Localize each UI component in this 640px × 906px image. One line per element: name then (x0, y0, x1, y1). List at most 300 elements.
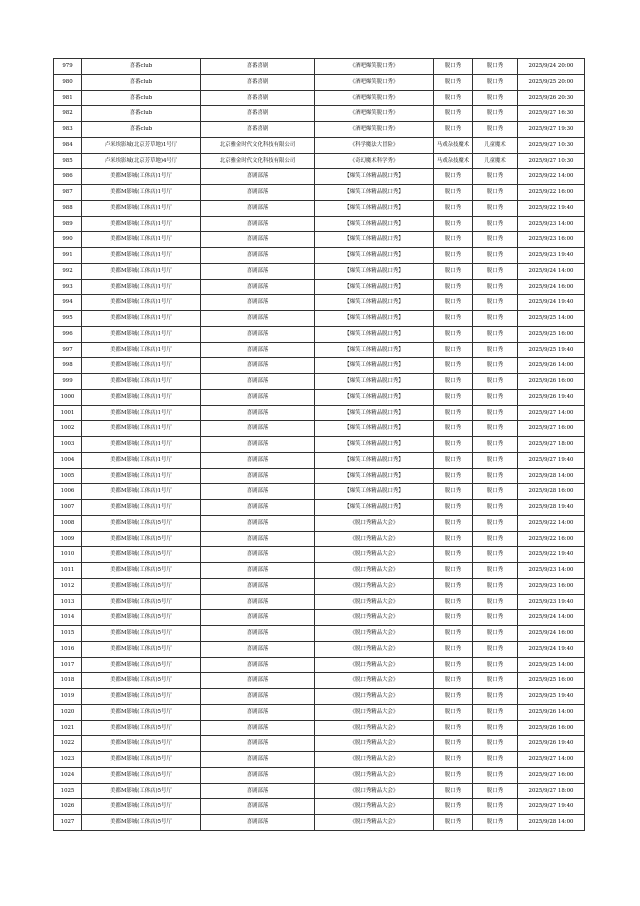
table-row (54, 626, 585, 642)
show-title-cell: 《脱口秀精品大会》 (315, 578, 434, 594)
table-row (54, 547, 585, 563)
show-title-cell: 《脱口秀精品大会》 (315, 547, 434, 563)
organizer-cell: 喜剧部落 (201, 437, 315, 453)
organizer-cell: 喜剧部落 (201, 673, 315, 689)
row-number-cell: 1000 (54, 389, 82, 405)
datetime-cell: 2025/9/28 14:00 (518, 815, 585, 831)
show-title-cell: 【爆笑工体精品脱口秀】 (315, 311, 434, 327)
organizer-cell: 喜剧部落 (201, 815, 315, 831)
table-row (54, 248, 585, 264)
venue-cell: 美都M影城(工体店)5号厅 (82, 563, 201, 579)
category-cell: 脱口秀 (434, 421, 473, 437)
table-row (54, 484, 585, 500)
show-title-cell: 【爆笑工体精品脱口秀】 (315, 452, 434, 468)
subcategory-cell: 脱口秀 (473, 389, 518, 405)
table-row (54, 232, 585, 248)
datetime-cell: 2025/9/27 14:00 (518, 405, 585, 421)
table-row (54, 720, 585, 736)
row-number-cell: 1018 (54, 673, 82, 689)
venue-cell: 美都M影城(工体店)1号厅 (82, 342, 201, 358)
venue-cell: 美都M影城(工体店)5号厅 (82, 752, 201, 768)
subcategory-cell: 脱口秀 (473, 547, 518, 563)
show-title-cell: 《脱口秀精品大会》 (315, 657, 434, 673)
venue-cell: 美都M影城(工体店)1号厅 (82, 374, 201, 390)
subcategory-cell: 脱口秀 (473, 232, 518, 248)
row-number-cell: 1007 (54, 500, 82, 516)
category-cell: 脱口秀 (434, 437, 473, 453)
venue-cell: 美都M影城(工体店)1号厅 (82, 484, 201, 500)
venue-cell: 美都M影城(工体店)5号厅 (82, 799, 201, 815)
table-row (54, 783, 585, 799)
datetime-cell: 2025/9/27 10:30 (518, 137, 585, 153)
show-title-cell: 【爆笑工体精品脱口秀】 (315, 232, 434, 248)
venue-cell: 美都M影城(工体店)5号厅 (82, 547, 201, 563)
row-number-cell: 979 (54, 59, 82, 75)
venue-cell: 美都M影城(工体店)5号厅 (82, 673, 201, 689)
organizer-cell: 北京雅金时代文化科技有限公司 (201, 137, 315, 153)
organizer-cell: 喜剧部落 (201, 311, 315, 327)
subcategory-cell: 脱口秀 (473, 515, 518, 531)
row-number-cell: 1011 (54, 563, 82, 579)
table-row (54, 815, 585, 831)
venue-cell: 喜番club (82, 106, 201, 122)
subcategory-cell: 脱口秀 (473, 74, 518, 90)
subcategory-cell: 脱口秀 (473, 263, 518, 279)
row-number-cell: 1021 (54, 720, 82, 736)
datetime-cell: 2025/9/23 16:00 (518, 578, 585, 594)
subcategory-cell: 脱口秀 (473, 531, 518, 547)
datetime-cell: 2025/9/24 16:00 (518, 626, 585, 642)
subcategory-cell: 脱口秀 (473, 122, 518, 138)
table-row (54, 531, 585, 547)
row-number-cell: 992 (54, 263, 82, 279)
organizer-cell: 喜剧部落 (201, 578, 315, 594)
subcategory-cell: 脱口秀 (473, 169, 518, 185)
show-title-cell: 【爆笑工体精品脱口秀】 (315, 295, 434, 311)
show-title-cell: 《脱口秀精品大会》 (315, 704, 434, 720)
venue-cell: 美都M影城(工体店)1号厅 (82, 248, 201, 264)
datetime-cell: 2025/9/25 14:00 (518, 657, 585, 673)
category-cell: 脱口秀 (434, 752, 473, 768)
category-cell: 脱口秀 (434, 783, 473, 799)
category-cell: 脱口秀 (434, 358, 473, 374)
datetime-cell: 2025/9/25 16:00 (518, 673, 585, 689)
show-title-cell: 《脱口秀精品大会》 (315, 563, 434, 579)
row-number-cell: 1015 (54, 626, 82, 642)
show-title-cell: 【爆笑工体精品脱口秀】 (315, 216, 434, 232)
show-title-cell: 《脱口秀精品大会》 (315, 783, 434, 799)
category-cell: 脱口秀 (434, 610, 473, 626)
table-row (54, 515, 585, 531)
datetime-cell: 2025/9/23 14:00 (518, 563, 585, 579)
show-title-cell: 《科学魔法大冒险》 (315, 137, 434, 153)
organizer-cell: 喜剧部落 (201, 783, 315, 799)
table-row (54, 295, 585, 311)
venue-cell: 美都M影城(工体店)5号厅 (82, 704, 201, 720)
subcategory-cell: 脱口秀 (473, 342, 518, 358)
show-title-cell: 《脱口秀精品大会》 (315, 641, 434, 657)
venue-cell: 美都M影城(工体店)1号厅 (82, 358, 201, 374)
table-row (54, 59, 585, 75)
organizer-cell: 喜剧部落 (201, 657, 315, 673)
row-number-cell: 997 (54, 342, 82, 358)
category-cell: 脱口秀 (434, 500, 473, 516)
row-number-cell: 981 (54, 90, 82, 106)
datetime-cell: 2025/9/27 14:00 (518, 752, 585, 768)
organizer-cell: 喜剧部落 (201, 389, 315, 405)
organizer-cell: 喜剧部落 (201, 799, 315, 815)
venue-cell: 美都M影城(工体店)1号厅 (82, 200, 201, 216)
category-cell: 脱口秀 (434, 673, 473, 689)
category-cell: 马戏杂技魔术 (434, 153, 473, 169)
organizer-cell: 喜番喜剧 (201, 106, 315, 122)
organizer-cell: 喜剧部落 (201, 704, 315, 720)
table-row (54, 122, 585, 138)
row-number-cell: 998 (54, 358, 82, 374)
organizer-cell: 喜剧部落 (201, 500, 315, 516)
venue-cell: 美都M影城(工体店)1号厅 (82, 295, 201, 311)
venue-cell: 美都M影城(工体店)5号厅 (82, 515, 201, 531)
table-row (54, 594, 585, 610)
venue-cell: 美都M影城(工体店)1号厅 (82, 232, 201, 248)
datetime-cell: 2025/9/22 19:40 (518, 547, 585, 563)
category-cell: 脱口秀 (434, 736, 473, 752)
show-title-cell: 《脱口秀精品大会》 (315, 689, 434, 705)
organizer-cell: 喜番喜剧 (201, 90, 315, 106)
table-row (54, 657, 585, 673)
show-title-cell: 《脱口秀精品大会》 (315, 799, 434, 815)
subcategory-cell: 脱口秀 (473, 720, 518, 736)
row-number-cell: 999 (54, 374, 82, 390)
organizer-cell: 喜剧部落 (201, 342, 315, 358)
show-title-cell: 《脱口秀精品大会》 (315, 736, 434, 752)
datetime-cell: 2025/9/26 19:40 (518, 389, 585, 405)
organizer-cell: 北京雅金时代文化科技有限公司 (201, 153, 315, 169)
row-number-cell: 989 (54, 216, 82, 232)
subcategory-cell: 脱口秀 (473, 752, 518, 768)
table-row (54, 468, 585, 484)
row-number-cell: 1012 (54, 578, 82, 594)
subcategory-cell: 脱口秀 (473, 673, 518, 689)
datetime-cell: 2025/9/22 16:00 (518, 531, 585, 547)
venue-cell: 美都M影城(工体店)5号厅 (82, 531, 201, 547)
row-number-cell: 1008 (54, 515, 82, 531)
category-cell: 脱口秀 (434, 531, 473, 547)
table-row (54, 452, 585, 468)
show-title-cell: 【爆笑工体精品脱口秀】 (315, 358, 434, 374)
datetime-cell: 2025/9/27 16:00 (518, 421, 585, 437)
organizer-cell: 喜剧部落 (201, 468, 315, 484)
table-row (54, 185, 585, 201)
table-row (54, 405, 585, 421)
organizer-cell: 喜剧部落 (201, 531, 315, 547)
row-number-cell: 1017 (54, 657, 82, 673)
datetime-cell: 2025/9/25 14:00 (518, 311, 585, 327)
show-title-cell: 【爆笑工体精品脱口秀】 (315, 468, 434, 484)
row-number-cell: 1022 (54, 736, 82, 752)
row-number-cell: 1003 (54, 437, 82, 453)
subcategory-cell: 脱口秀 (473, 689, 518, 705)
row-number-cell: 991 (54, 248, 82, 264)
organizer-cell: 喜剧部落 (201, 515, 315, 531)
datetime-cell: 2025/9/27 19:40 (518, 799, 585, 815)
show-title-cell: 《奇幻魔术科学秀》 (315, 153, 434, 169)
subcategory-cell: 脱口秀 (473, 594, 518, 610)
subcategory-cell: 脱口秀 (473, 641, 518, 657)
show-title-cell: 《酒吧爆笑脱口秀》 (315, 59, 434, 75)
datetime-cell: 2025/9/23 19:40 (518, 594, 585, 610)
table-row (54, 767, 585, 783)
table-row (54, 752, 585, 768)
subcategory-cell: 脱口秀 (473, 216, 518, 232)
venue-cell: 美都M影城(工体店)1号厅 (82, 169, 201, 185)
subcategory-cell: 脱口秀 (473, 326, 518, 342)
venue-cell: 美都M影城(工体店)1号厅 (82, 326, 201, 342)
organizer-cell: 喜剧部落 (201, 374, 315, 390)
row-number-cell: 1013 (54, 594, 82, 610)
show-title-cell: 【爆笑工体精品脱口秀】 (315, 484, 434, 500)
category-cell: 脱口秀 (434, 405, 473, 421)
show-title-cell: 《酒吧爆笑脱口秀》 (315, 74, 434, 90)
category-cell: 马戏杂技魔术 (434, 137, 473, 153)
show-title-cell: 《脱口秀精品大会》 (315, 594, 434, 610)
table-row (54, 799, 585, 815)
subcategory-cell: 脱口秀 (473, 437, 518, 453)
table-row (54, 389, 585, 405)
datetime-cell: 2025/9/24 20:00 (518, 59, 585, 75)
row-number-cell: 984 (54, 137, 82, 153)
subcategory-cell: 脱口秀 (473, 468, 518, 484)
venue-cell: 美都M影城(工体店)5号厅 (82, 626, 201, 642)
organizer-cell: 喜番喜剧 (201, 122, 315, 138)
row-number-cell: 1010 (54, 547, 82, 563)
table-row (54, 421, 585, 437)
organizer-cell: 喜剧部落 (201, 720, 315, 736)
venue-cell: 美都M影城(工体店)1号厅 (82, 468, 201, 484)
table-row (54, 437, 585, 453)
table-row (54, 311, 585, 327)
organizer-cell: 喜剧部落 (201, 185, 315, 201)
show-title-cell: 《脱口秀精品大会》 (315, 815, 434, 831)
category-cell: 脱口秀 (434, 279, 473, 295)
category-cell: 脱口秀 (434, 122, 473, 138)
category-cell: 脱口秀 (434, 563, 473, 579)
subcategory-cell: 脱口秀 (473, 405, 518, 421)
category-cell: 脱口秀 (434, 578, 473, 594)
subcategory-cell: 脱口秀 (473, 815, 518, 831)
table-row (54, 90, 585, 106)
datetime-cell: 2025/9/22 16:00 (518, 185, 585, 201)
subcategory-cell: 脱口秀 (473, 311, 518, 327)
table-body (54, 59, 585, 831)
row-number-cell: 1027 (54, 815, 82, 831)
organizer-cell: 喜剧部落 (201, 767, 315, 783)
row-number-cell: 980 (54, 74, 82, 90)
table-row (54, 216, 585, 232)
row-number-cell: 1026 (54, 799, 82, 815)
venue-cell: 美都M影城(工体店)5号厅 (82, 736, 201, 752)
datetime-cell: 2025/9/28 16:00 (518, 484, 585, 500)
organizer-cell: 喜番喜剧 (201, 74, 315, 90)
datetime-cell: 2025/9/22 14:00 (518, 169, 585, 185)
show-title-cell: 【爆笑工体精品脱口秀】 (315, 437, 434, 453)
venue-cell: 美都M影城(工体店)1号厅 (82, 452, 201, 468)
category-cell: 脱口秀 (434, 232, 473, 248)
table-row (54, 263, 585, 279)
venue-cell: 美都M影城(工体店)1号厅 (82, 216, 201, 232)
category-cell: 脱口秀 (434, 326, 473, 342)
venue-cell: 美都M影城(工体店)1号厅 (82, 405, 201, 421)
category-cell: 脱口秀 (434, 720, 473, 736)
row-number-cell: 1016 (54, 641, 82, 657)
subcategory-cell: 脱口秀 (473, 279, 518, 295)
show-title-cell: 《脱口秀精品大会》 (315, 767, 434, 783)
category-cell: 脱口秀 (434, 263, 473, 279)
category-cell: 脱口秀 (434, 90, 473, 106)
subcategory-cell: 脱口秀 (473, 500, 518, 516)
table-row (54, 200, 585, 216)
show-title-cell: 【爆笑工体精品脱口秀】 (315, 185, 434, 201)
venue-cell: 喜番club (82, 90, 201, 106)
datetime-cell: 2025/9/23 19:40 (518, 248, 585, 264)
venue-cell: 美都M影城(工体店)1号厅 (82, 500, 201, 516)
show-title-cell: 《脱口秀精品大会》 (315, 610, 434, 626)
datetime-cell: 2025/9/25 16:00 (518, 326, 585, 342)
organizer-cell: 喜剧部落 (201, 248, 315, 264)
organizer-cell: 喜剧部落 (201, 200, 315, 216)
datetime-cell: 2025/9/24 16:00 (518, 279, 585, 295)
show-title-cell: 【爆笑工体精品脱口秀】 (315, 389, 434, 405)
venue-cell: 美都M影城(工体店)5号厅 (82, 578, 201, 594)
show-title-cell: 《酒吧爆笑脱口秀》 (315, 106, 434, 122)
organizer-cell: 喜剧部落 (201, 295, 315, 311)
category-cell: 脱口秀 (434, 704, 473, 720)
show-title-cell: 《脱口秀精品大会》 (315, 673, 434, 689)
organizer-cell: 喜剧部落 (201, 232, 315, 248)
row-number-cell: 1024 (54, 767, 82, 783)
table-row (54, 500, 585, 516)
venue-cell: 喜番club (82, 122, 201, 138)
row-number-cell: 1001 (54, 405, 82, 421)
subcategory-cell: 脱口秀 (473, 452, 518, 468)
venue-cell: 美都M影城(工体店)5号厅 (82, 815, 201, 831)
organizer-cell: 喜剧部落 (201, 610, 315, 626)
row-number-cell: 1005 (54, 468, 82, 484)
row-number-cell: 990 (54, 232, 82, 248)
subcategory-cell: 脱口秀 (473, 783, 518, 799)
category-cell: 脱口秀 (434, 689, 473, 705)
venue-cell: 美都M影城(工体店)5号厅 (82, 720, 201, 736)
datetime-cell: 2025/9/22 14:00 (518, 515, 585, 531)
row-number-cell: 994 (54, 295, 82, 311)
category-cell: 脱口秀 (434, 169, 473, 185)
venue-cell: 美都M影城(工体店)1号厅 (82, 311, 201, 327)
subcategory-cell: 脱口秀 (473, 767, 518, 783)
venue-cell: 美都M影城(工体店)5号厅 (82, 689, 201, 705)
subcategory-cell: 脱口秀 (473, 106, 518, 122)
organizer-cell: 喜剧部落 (201, 752, 315, 768)
datetime-cell: 2025/9/26 16:00 (518, 720, 585, 736)
organizer-cell: 喜剧部落 (201, 169, 315, 185)
table-row (54, 563, 585, 579)
datetime-cell: 2025/9/24 14:00 (518, 610, 585, 626)
organizer-cell: 喜剧部落 (201, 689, 315, 705)
organizer-cell: 喜剧部落 (201, 626, 315, 642)
venue-cell: 美都M影城(工体店)5号厅 (82, 641, 201, 657)
show-title-cell: 《酒吧爆笑脱口秀》 (315, 90, 434, 106)
venue-cell: 美都M影城(工体店)1号厅 (82, 437, 201, 453)
organizer-cell: 喜剧部落 (201, 736, 315, 752)
venue-cell: 美都M影城(工体店)1号厅 (82, 421, 201, 437)
datetime-cell: 2025/9/22 19:40 (518, 200, 585, 216)
show-title-cell: 【爆笑工体精品脱口秀】 (315, 279, 434, 295)
table-row (54, 374, 585, 390)
subcategory-cell: 脱口秀 (473, 295, 518, 311)
datetime-cell: 2025/9/24 14:00 (518, 263, 585, 279)
category-cell: 脱口秀 (434, 547, 473, 563)
table-row (54, 326, 585, 342)
datetime-cell: 2025/9/28 19:40 (518, 500, 585, 516)
table-row (54, 137, 585, 153)
datetime-cell: 2025/9/24 19:40 (518, 641, 585, 657)
datetime-cell: 2025/9/26 16:00 (518, 374, 585, 390)
category-cell: 脱口秀 (434, 799, 473, 815)
table-row (54, 342, 585, 358)
row-number-cell: 1002 (54, 421, 82, 437)
subcategory-cell: 脱口秀 (473, 736, 518, 752)
table-row (54, 673, 585, 689)
datetime-cell: 2025/9/26 19:40 (518, 736, 585, 752)
subcategory-cell: 脱口秀 (473, 657, 518, 673)
row-number-cell: 987 (54, 185, 82, 201)
datetime-cell: 2025/9/26 14:00 (518, 358, 585, 374)
table-row (54, 169, 585, 185)
subcategory-cell: 脱口秀 (473, 358, 518, 374)
table-row (54, 578, 585, 594)
show-title-cell: 《脱口秀精品大会》 (315, 515, 434, 531)
row-number-cell: 1004 (54, 452, 82, 468)
table-row (54, 106, 585, 122)
category-cell: 脱口秀 (434, 248, 473, 264)
category-cell: 脱口秀 (434, 374, 473, 390)
venue-cell: 喜番club (82, 74, 201, 90)
datetime-cell: 2025/9/27 10:30 (518, 153, 585, 169)
organizer-cell: 喜剧部落 (201, 563, 315, 579)
venue-cell: 美都M影城(工体店)1号厅 (82, 279, 201, 295)
category-cell: 脱口秀 (434, 594, 473, 610)
organizer-cell: 喜剧部落 (201, 547, 315, 563)
row-number-cell: 1023 (54, 752, 82, 768)
datetime-cell: 2025/9/26 14:00 (518, 704, 585, 720)
organizer-cell: 喜剧部落 (201, 484, 315, 500)
subcategory-cell: 脱口秀 (473, 59, 518, 75)
show-title-cell: 《脱口秀精品大会》 (315, 752, 434, 768)
subcategory-cell: 脱口秀 (473, 563, 518, 579)
organizer-cell: 喜剧部落 (201, 594, 315, 610)
subcategory-cell: 脱口秀 (473, 484, 518, 500)
row-number-cell: 983 (54, 122, 82, 138)
venue-cell: 美都M影城(工体店)5号厅 (82, 610, 201, 626)
datetime-cell: 2025/9/27 18:00 (518, 437, 585, 453)
venue-cell: 美都M影城(工体店)5号厅 (82, 657, 201, 673)
datetime-cell: 2025/9/27 18:00 (518, 783, 585, 799)
subcategory-cell: 脱口秀 (473, 610, 518, 626)
organizer-cell: 喜剧部落 (201, 263, 315, 279)
subcategory-cell: 脱口秀 (473, 185, 518, 201)
organizer-cell: 喜剧部落 (201, 216, 315, 232)
venue-cell: 美都M影城(工体店)5号厅 (82, 783, 201, 799)
show-title-cell: 【爆笑工体精品脱口秀】 (315, 326, 434, 342)
